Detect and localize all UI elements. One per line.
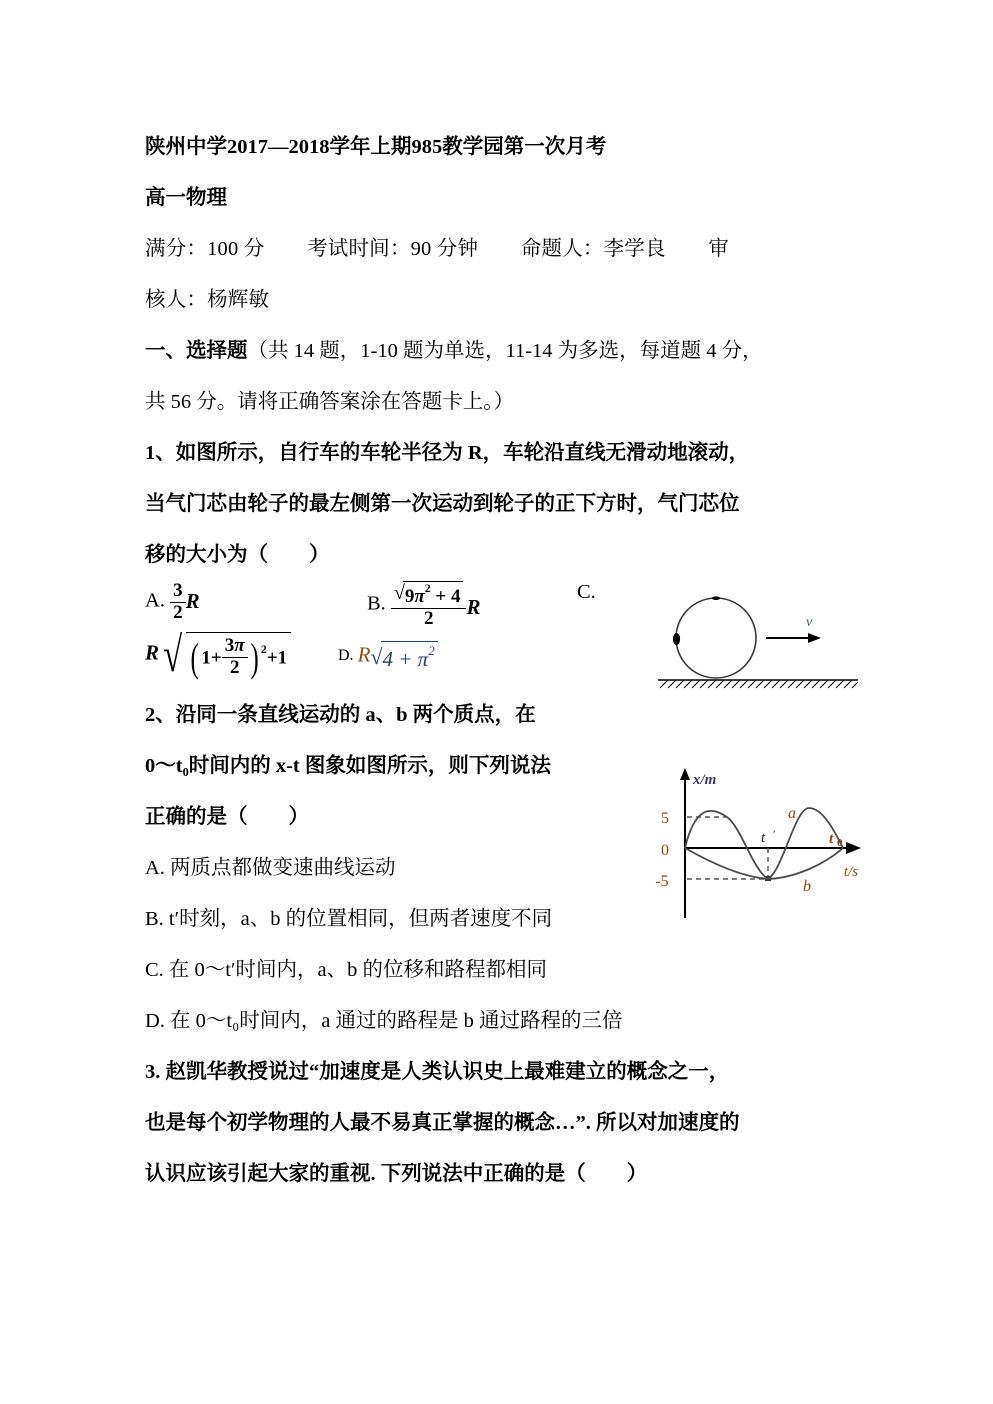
- valve-stem-dot: [673, 633, 680, 645]
- exam-info-line-2: 核人：杨辉敏: [145, 289, 270, 311]
- question-1-stem-line-3: 移的大小为（ ）: [145, 544, 330, 566]
- fraction-numerator: 3: [170, 581, 186, 603]
- section-detail-line-2: 共 56 分。请将正确答案涂在答题卡上。）: [145, 391, 514, 413]
- section-detail-1: （共 14 题，1-10 题为单选，11-14 为多选，每道题 4 分，: [247, 340, 763, 362]
- velocity-label: v: [806, 615, 813, 630]
- y-axis-label: x/m: [693, 772, 717, 788]
- radius-symbol-b: R: [466, 595, 481, 620]
- question-2-stem-line-1: 2、沿同一条直线运动的 a、b 两个质点，在: [145, 704, 536, 726]
- wheel-top-mark: [712, 596, 720, 600]
- y-axis-arrowhead: [680, 768, 690, 780]
- fraction-three-halves: [170, 581, 186, 623]
- question-1-option-c-formula[interactable]: [145, 626, 291, 682]
- fraction-denominator: 2: [423, 607, 434, 629]
- question-1-option-c[interactable]: [577, 581, 596, 604]
- curve-b-label: b: [803, 878, 811, 895]
- fraction-sqrt-over-two: [391, 581, 467, 629]
- option-c-key: C.: [577, 581, 596, 603]
- bicycle-wheel-figure: [658, 592, 858, 704]
- radicand: $4 + \pi^2$: [381, 641, 438, 672]
- document-content: [145, 122, 865, 1200]
- xt-graph-figure: [643, 760, 888, 932]
- y-tick-label-5: 5: [661, 810, 669, 827]
- y-tick-label-neg5: -5: [655, 873, 669, 890]
- fraction-numerator: 3π: [222, 636, 248, 658]
- x-axis-arrowhead: [846, 842, 861, 854]
- option-d-key: D.: [338, 647, 354, 665]
- radius-symbol-d: R: [357, 642, 371, 667]
- radical-sign-icon: √: [163, 626, 183, 682]
- nested-sqrt-radical: [159, 626, 291, 682]
- t0-subscript: 0: [837, 837, 843, 849]
- option-b-formula: [391, 581, 481, 629]
- exam-title: 陕州中学2017—2018学年上期985教学园第一次月考: [145, 136, 607, 158]
- fraction-three-pi-halves: [222, 636, 248, 678]
- radical-sign-icon: √: [370, 643, 383, 669]
- wheel-circle: [676, 598, 756, 678]
- sqrt-radical: [394, 581, 464, 608]
- exponent-two: 2: [260, 643, 267, 657]
- question-2-option-d[interactable]: D. 在 0～t₀时间内，a 通过的路程是 b 通过路程的三倍: [145, 1010, 623, 1032]
- right-paren: ): [250, 635, 259, 681]
- section-heading: [145, 326, 865, 377]
- question-1-option-b[interactable]: [367, 581, 481, 629]
- question-1-option-a[interactable]: [145, 581, 200, 623]
- tprime-prime-mark: ′: [773, 827, 776, 841]
- question-3-text-block: [145, 1047, 865, 1200]
- fraction-numerator: [391, 581, 467, 609]
- section-label: 一、选择题: [145, 340, 248, 362]
- exam-info-line-1: 满分：100 分 考试时间：90 分钟 命题人：李学良 审: [145, 238, 729, 260]
- question-2-option-a[interactable]: A. 两质点都做变速曲线运动: [145, 857, 396, 879]
- fraction-denominator: 2: [229, 656, 240, 678]
- t0-label: t: [829, 831, 834, 847]
- question-3-stem-line-1: 3. 赵凯华教授说过“加速度是人类认识史上最难建立的概念之一，: [145, 1061, 730, 1083]
- radical-sign-icon: √: [393, 582, 405, 605]
- y-tick-label-0: 0: [661, 842, 669, 859]
- question-3-stem-line-2: 也是每个初学物理的人最不易真正掌握的概念…”. 所以对加速度的: [145, 1112, 740, 1134]
- tprime-label: t: [761, 830, 766, 846]
- fraction-denominator: 2: [173, 601, 183, 623]
- option-b-key: B.: [367, 592, 386, 615]
- x-axis-label: t/s: [843, 864, 859, 880]
- sqrt-radical: [370, 641, 437, 672]
- curve-b: [685, 848, 843, 879]
- option-a-key: A.: [145, 589, 165, 612]
- exam-subject: 高一物理: [145, 187, 227, 209]
- question-2-stem-line-2: 0～t₀时间内的 x-t 图象如图所示，则下列说法: [145, 755, 551, 777]
- question-3-stem-line-3: 认识应该引起大家的重视. 下列说法中正确的是（ ）: [145, 1163, 648, 1185]
- question-1-option-d[interactable]: [338, 641, 438, 672]
- xt-graph-svg: [643, 760, 888, 932]
- radius-symbol-c: R: [145, 640, 160, 665]
- question-2-option-c[interactable]: C. 在 0～t′时间内，a、b 的位移和路程都相同: [145, 959, 547, 981]
- option-a-formula: [170, 581, 200, 623]
- velocity-arrow-head: [808, 633, 821, 643]
- question-2-text-block: [145, 690, 645, 843]
- bicycle-wheel-svg: [658, 592, 858, 704]
- ground-hatching: [660, 680, 858, 688]
- radicand: ( 1+ $\frac{3\pi}{2}$ ) $^2$+1: [186, 632, 291, 678]
- left-paren: (: [190, 635, 199, 681]
- option-d-formula: [358, 641, 438, 672]
- question-2-stem-line-3: 正确的是（ ）: [145, 806, 309, 828]
- question-2-option-b[interactable]: B. t′时刻，a、b 的位置相同，但两者速度不同: [145, 908, 553, 930]
- question-1-stem-line-2: 当气门芯由轮子的最左侧第一次运动到轮子的正下方时，气门芯位: [145, 493, 740, 515]
- radius-symbol-a: R: [185, 589, 200, 614]
- question-1-stem-line-1: 1、如图所示，自行车的车轮半径为 R，车轮沿直线无滑动地滚动，: [145, 442, 750, 464]
- curve-a-label: a: [788, 805, 796, 822]
- radicand: $9\pi^2 + 4$: [403, 581, 464, 608]
